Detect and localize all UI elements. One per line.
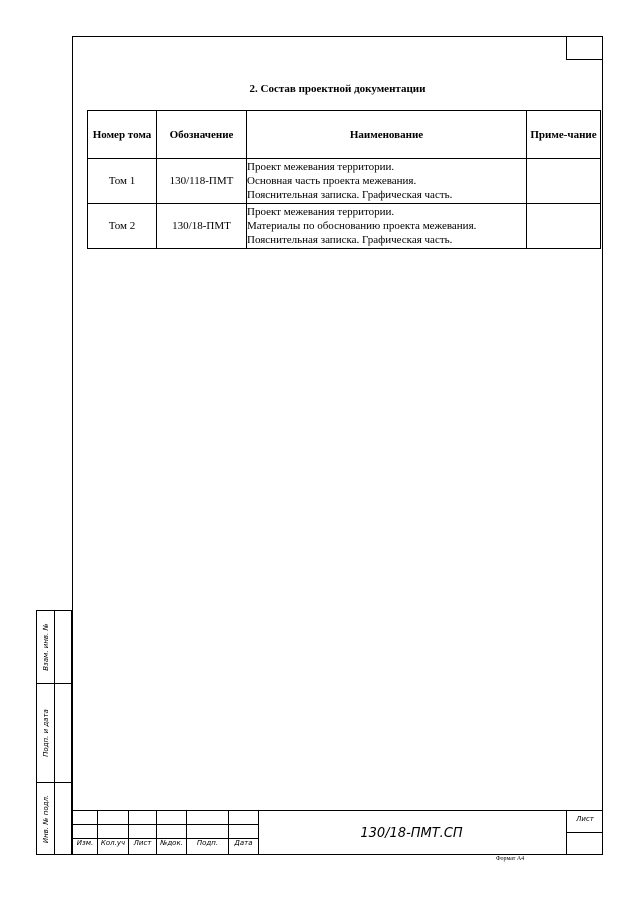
page-title: 2. Состав проектной документации xyxy=(249,83,426,95)
label-date: Дата xyxy=(234,839,253,847)
row-designation: 130/118-ПМТ xyxy=(157,159,247,204)
sheet-number-box xyxy=(566,36,603,60)
header-note: Приме-чание xyxy=(527,111,601,159)
label-qty: Кол.уч xyxy=(100,839,126,847)
name-line: Проект межевания территории. xyxy=(247,161,395,173)
title-block-line xyxy=(72,824,258,825)
format-label: Формат А4 xyxy=(495,856,525,862)
title-block-line xyxy=(566,832,603,833)
row-note xyxy=(527,159,601,204)
header-name: Наименование xyxy=(247,111,527,159)
title-block-line xyxy=(186,810,187,855)
row-name xyxy=(247,159,527,204)
sheet-label: Лист xyxy=(576,815,594,823)
name-line: Материалы по обоснованию проекта межевания. xyxy=(247,220,477,232)
name-line: Проект межевания территории. xyxy=(247,206,395,218)
table-row xyxy=(88,159,601,204)
side-cell-inv-original xyxy=(37,783,71,854)
name-line: Основная часть проекта межевания. xyxy=(247,175,417,187)
title-block-line xyxy=(228,810,229,855)
row-designation: 130/18-ПМТ xyxy=(157,204,247,249)
row-volume: Том 2 xyxy=(88,204,157,249)
table-row xyxy=(88,204,601,249)
side-label-inv-original: Инв. № подл. xyxy=(42,794,51,843)
label-signature: Подп. xyxy=(196,839,219,847)
name-line: Пояснительная записка. Графическая часть. xyxy=(247,234,453,246)
header-volume: Номер тома xyxy=(88,111,157,159)
document-code: 130/18-ПМТ.СП xyxy=(360,826,463,841)
label-sheet: Лист xyxy=(133,839,152,847)
title-block-line xyxy=(128,810,129,855)
label-change: Изм. xyxy=(76,839,94,847)
table-header-row xyxy=(88,111,601,159)
label-doc-no: №док. xyxy=(160,839,183,847)
side-stamp xyxy=(36,610,72,855)
title-block-line xyxy=(97,810,98,855)
name-line: Пояснительная записка. Графическая часть. xyxy=(247,189,453,201)
title-block-line xyxy=(156,810,157,855)
side-cell-replaced-inv xyxy=(37,611,71,684)
header-designation: Обозначение xyxy=(157,111,247,159)
side-label-replaced-inv: Взам. инв. № xyxy=(42,623,50,671)
documentation-table xyxy=(87,110,601,249)
side-label-signature-date: Подп. и дата xyxy=(42,709,50,757)
row-volume: Том 1 xyxy=(88,159,157,204)
row-name xyxy=(247,204,527,249)
row-note xyxy=(527,204,601,249)
side-cell-signature-date xyxy=(37,684,71,783)
